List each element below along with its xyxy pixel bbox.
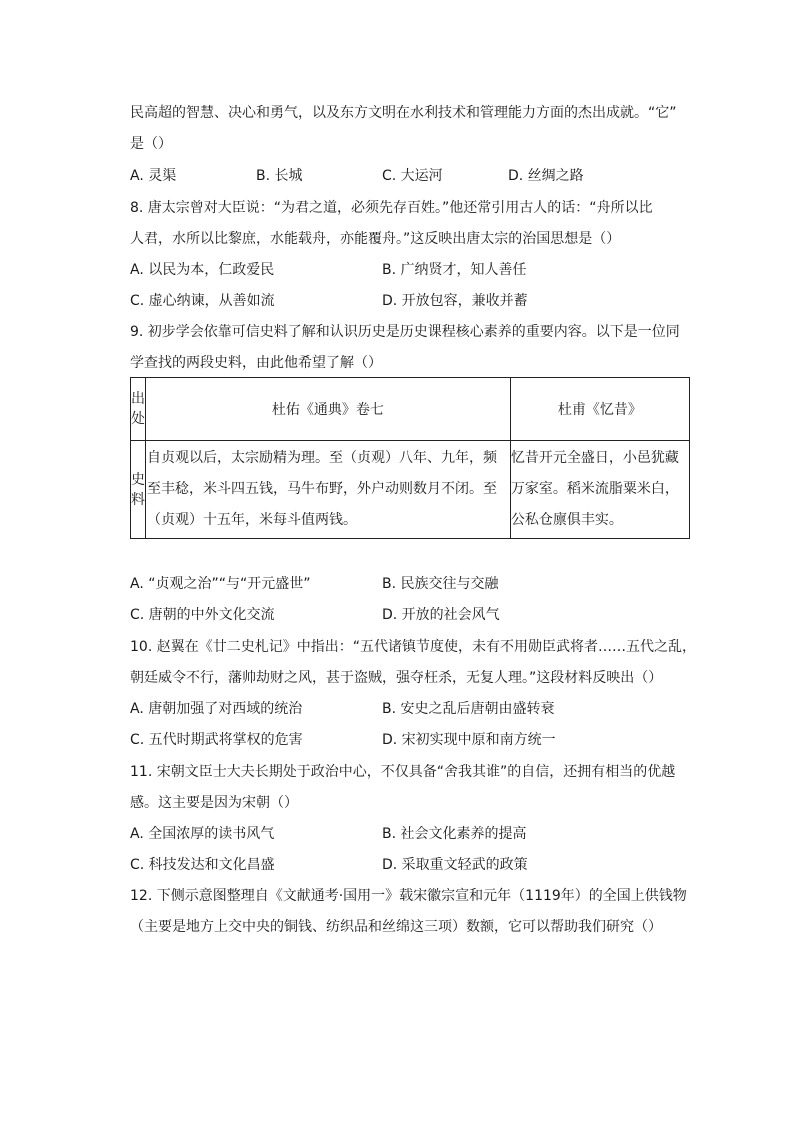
q10-option-d: D. 宋初实现中原和南方统一 <box>382 732 556 748</box>
q11-stem-line1: 11. 宋朝文臣士大夫长期处于政治中心，不仅具备“舍我其谁”的自信，还拥有相当的优越 <box>130 764 676 780</box>
q9-stem-line2: 学查找的两段史料，由此他希望了解（） <box>130 355 382 371</box>
q8-option-d: D. 开放包容，兼收并蓄 <box>382 293 528 309</box>
q10-stem-line2: 朝廷威令不行，藩帅劫财之风，甚于盗贼，强夺枉杀，无复人理。”这段材料反映出（） <box>130 670 663 686</box>
q11-option-b: B. 社会文化素养的提高 <box>382 826 527 842</box>
q8-option-c: C. 虚心纳谏，从善如流 <box>130 293 275 309</box>
q7-option-d: D. 丝绸之路 <box>508 168 584 184</box>
q11-option-c: C. 科技发达和文化昌盛 <box>130 857 275 873</box>
q11-option-d: D. 采取重文轻武的政策 <box>382 857 528 873</box>
q11-stem-line2: 感。这主要是因为宋朝（） <box>130 795 298 811</box>
source-cell-yixi: 杜甫《忆昔》 <box>510 378 689 441</box>
q8-stem-line2: 人君，水所以比黎庶，水能载舟，亦能覆舟。”这反映出唐太宗的治国思想是（） <box>130 231 621 247</box>
source-table <box>130 377 690 539</box>
q12-stem-line1: 12. 下侧示意图整理自《文献通考·国用一》载宋徽宗宣和元年（1119年）的全国上供钱物 <box>130 888 687 904</box>
q7-stem-line1: 民高超的智慧、决心和勇气，以及东方文明在水利技术和管理能力方面的杰出成就。“它” <box>130 105 677 121</box>
q8-option-b: B. 广纳贤才，知人善任 <box>382 262 527 278</box>
q9-option-a: A. “贞观之治”“与“开元盛世” <box>130 576 311 592</box>
material-cell-yixi: 忆昔开元全盛日，小邑犹藏万家室。稻米流脂粟米白，公私仓廪俱丰实。 <box>510 441 689 539</box>
q10-option-c: C. 五代时期武将掌权的危害 <box>130 732 303 748</box>
q7-option-b: B. 长城 <box>256 168 303 184</box>
q9-option-c: C. 唐朝的中外文化交流 <box>130 607 275 623</box>
row-header-source: 出处 <box>131 378 146 441</box>
q7-option-a: A. 灵渠 <box>130 168 177 184</box>
q7-option-c: C. 大运河 <box>382 168 443 184</box>
q12-stem-line2: （主要是地方上交中央的铜钱、纺织品和丝绵这三项）数额，它可以帮助我们研究（） <box>130 919 662 935</box>
row-header-material: 史料 <box>131 441 146 539</box>
q7-stem-line2: 是（） <box>130 136 172 152</box>
q11-option-a: A. 全国浓厚的读书风气 <box>130 826 275 842</box>
source-cell-tongdian: 杜佑《通典》卷七 <box>146 378 511 441</box>
q10-option-a: A. 唐朝加强了对西域的统治 <box>130 701 303 717</box>
q8-stem-line1: 8. 唐太宗曾对大臣说：“为君之道，必须先存百姓。”他还常引用古人的话：“舟所以比 <box>130 200 653 216</box>
material-cell-tongdian: 自贞观以后，太宗励精为理。至（贞观）八年、九年，频至丰稔，米斗四五钱，马牛布野，外户动则数月不闭。至（贞观）十五年，米每斗值两钱。 <box>146 441 511 539</box>
q8-option-a: A. 以民为本，仁政爱民 <box>130 262 275 278</box>
q10-option-b: B. 安史之乱后唐朝由盛转衰 <box>382 701 555 717</box>
q9-option-d: D. 开放的社会风气 <box>382 607 500 623</box>
q9-option-b: B. 民族交往与交融 <box>382 576 499 592</box>
q9-stem-line1: 9. 初步学会依靠可信史料了解和认识历史是历史课程核心素养的重要内容。以下是一位同 <box>130 324 680 340</box>
q10-stem-line1: 10. 赵翼在《廿二史札记》中指出：“五代诸镇节度使，未有不用勋臣武将者……五代之乱， <box>130 639 696 655</box>
